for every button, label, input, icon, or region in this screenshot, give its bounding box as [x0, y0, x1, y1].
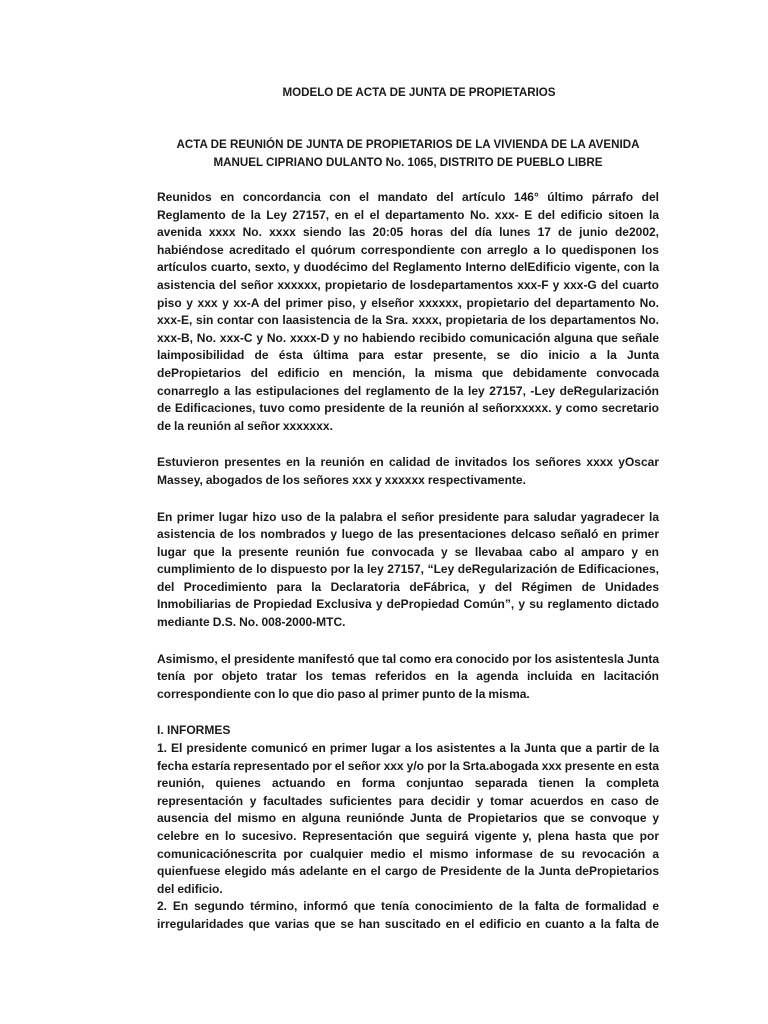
- paragraph-president-opening: En primer lugar hizo uso de la palabra el señor presidente para saludar yagradecer la asistencia de los nombrados y luego de las presentaciones delcaso señaló en primer lugar que la presente reunión fue convocada y se llevabaa cabo al amparo y en cumplimiento de lo dispuesto por la ley 27157, “Ley deRegularización de Edificaciones, del Procedimiento para la Declaratoria deFábrica, y del Régimen de Unidades Inmobiliarias de Propiedad Exclusiva y dePropiedad Común”, y su reglamento dictado mediante D.S. No. 008-2000-MTC.: [157, 509, 659, 630]
- subtitle-line-2: MANUEL CIPRIANO DULANTO No. 1065, DISTRITO DE PUEBLO LIBRE: [213, 156, 603, 169]
- paragraph-agenda: Asimismo, el presidente manifestó que tal como era conocido por los asistentesla Junta tenía por objeto tratar los temas referidos en la agenda incluida en lacitación correspondiente con lo que dio paso al primer punto de la misma.: [157, 651, 659, 701]
- informe-item-1: 1. El presidente comunicó en primer lugar a los asistentes a la Junta que a partir de la fecha estaría representado por el señor xxx y/o por la Srta.abogada xxx presente en esta reunión, quienes actuando en forma conjuntao separada tienen la completa representación y facultades suficientes para decidir y tomar acuerdos en caso de ausencia del mismo en alguna reuniónde Junta de Propietarios que se convoque y celebre en lo sucesivo. Representación que seguirá vigente y, plena hasta que por comunicaciónescrita por cualquier medio el mismo informase de su revocación a quienfuese elegido más adelante en el cargo de Presidente de la Junta dePropietarios del edificio.: [157, 741, 659, 896]
- document-subtitle: [157, 136, 659, 172]
- subtitle-line-1: ACTA DE REUNIÓN DE JUNTA DE PROPIETARIOS DE LA VIVIENDA DE LA AVENIDA: [176, 138, 640, 151]
- section-heading-informes: I. INFORMES: [157, 723, 231, 738]
- document-title: MODELO DE ACTA DE JUNTA DE PROPIETARIOS: [282, 86, 556, 99]
- document-body: [157, 82, 659, 934]
- paragraph-guests: Estuvieron presentes en la reunión en calidad de invitados los señores xxxx yOscar Massey, abogados de los señores xxx y xxxxxx respectivamente.: [157, 455, 659, 487]
- paragraph-preamble: Reunidos en concordancia con el mandato del artículo 146° último párrafo del Reglamento de la Ley 27157, en el el departamento No. xxx- E del edificio sitoen la avenida xxxx No. xxxx siendo las 20:05 horas del día lunes 17 de junio de2002, habiéndose acreditado el quórum correspondiente con arreglo a lo quedisponen los artículos cuarto, sexto, y duodécimo del Reglamento Interno delEdificio vigente, con la asistencia del señor xxxxxx, propietario de losdepartamentos xxx-F y xxx-G del cuarto piso y xxx y xx-A del primer piso, y elseñor xxxxxx, propietario del departamento No. xxx-E, sin contar con laasistencia de la Sra. xxxx, propietaria de los departamentos No. xxx-B, No. xxx-C y No. xxxx-D y no habiendo recibido comunicación alguna que señale laimposibilidad de ésta última para estar presente, se dio inicio a la Junta dePropietarios del edificio en mención, la misma que debidamente convocada conarreglo a las estipulaciones del reglamento de la ley 27157, -Ley deRegularización de Edificaciones, tuvo como presidente de la reunión al señorxxxxx. y como secretario de la reunión al señor xxxxxxx.: [157, 190, 659, 433]
- informe-item-2: 2. En segundo término, informó que tenía conocimiento de la falta de formalidad e irregularidades que varias que se han suscitado en el edificio en cuanto a la falta de: [157, 899, 659, 931]
